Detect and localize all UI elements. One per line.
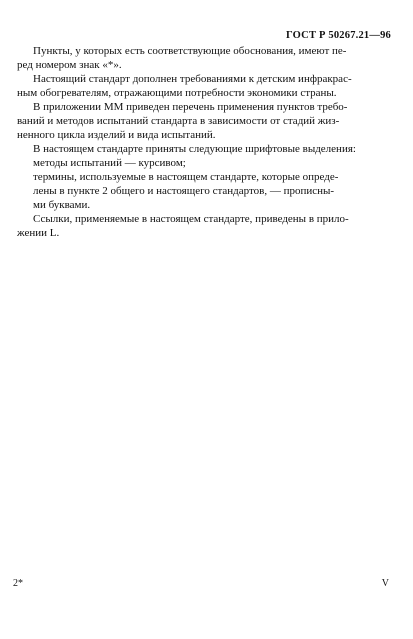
- paragraph-line: Настоящий стандарт дополнен требованиями к детским инфракрас-: [33, 73, 352, 85]
- paragraph-line: ным обогревателям, отражающими потребности экономики страны.: [17, 87, 337, 99]
- paragraph-line: Ссылки, применяемые в настоящем стандарте, приведены в прило-: [33, 213, 349, 225]
- document-header-standard-number: ГОСТ Р 50267.21—96: [286, 30, 391, 41]
- list-item-line: методы испытаний — курсивом;: [33, 157, 186, 169]
- paragraph-line: В приложении ММ приведен перечень применения пунктов требо-: [33, 101, 348, 113]
- paragraph-line: ред номером знак «*».: [17, 59, 122, 71]
- paragraph-line: жении L.: [17, 227, 60, 239]
- paragraph-line: ненного цикла изделий и вида испытаний.: [17, 129, 216, 141]
- list-item-terms: [17, 170, 387, 212]
- document-body: [17, 44, 387, 240]
- paragraph-references: [17, 212, 387, 240]
- paragraph-line: Пункты, у которых есть соответствующие обоснования, имеют пе-: [33, 45, 347, 57]
- paragraph-line: В настоящем стандарте приняты следующие шрифтовые выделения:: [33, 143, 356, 155]
- list-item-test-methods: [17, 156, 387, 170]
- list-item-line: лены в пункте 2 общего и настоящего стандартов, — прописны-: [33, 185, 335, 197]
- paragraph-appendix-mm: [17, 100, 387, 142]
- paragraph-line: ваний и методов испытаний стандарта в зависимости от стадий жиз-: [17, 115, 340, 127]
- footer-signature-mark: 2*: [13, 578, 23, 589]
- paragraph-justified-points: [17, 44, 387, 72]
- paragraph-font-conventions: [17, 142, 387, 156]
- list-item-line: ми буквами.: [33, 199, 91, 211]
- paragraph-child-heaters: [17, 72, 387, 100]
- footer-page-number: V: [381, 578, 389, 589]
- list-item-line: термины, используемые в настоящем стандарте, которые опреде-: [33, 171, 339, 183]
